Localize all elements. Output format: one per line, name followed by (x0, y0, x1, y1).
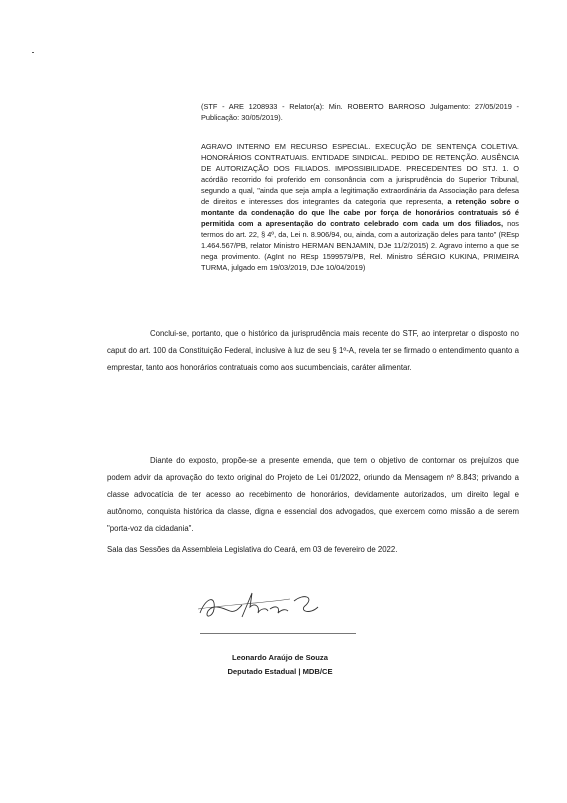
handwritten-signature (194, 587, 324, 625)
ementa-text-part1: AGRAVO INTERNO EM RECURSO ESPECIAL. EXECUÇÃO DE SENTENÇA COLETIVA. HONORÁRIOS CONTRATUAIS. ENTIDADE SINDICAL. PEDIDO DE RETENÇÃO. AUSÊNCIA DE AUTORIZAÇÃO DOS FILIADOS. IMPOSSIBILIDADE. PRECEDENTES DO STJ. 1. O acórdão recorrido foi proferido em consonância com a jurisprudência do Superior Tribunal, segundo a qual, "ainda que seja ampla a legitimação extraordinária da Associação para defesa de direitos e interesses dos integrantes da categoria que representa, (201, 142, 519, 206)
scan-speck (32, 52, 34, 53)
signature-line (200, 633, 356, 634)
signer-block (200, 651, 360, 679)
proposal-paragraph: Diante do exposto, propõe-se a presente emenda, que tem o objetivo de contornar os prejuízos que podem advir da aprovação do texto original do Projeto de Lei 01/2022, oriundo da Mensagem nº 8.843; privando a classe advocatícia de ter acesso ao recebimento de honorários, devidamente autorizados, um direito legal e autônomo, conquista histórica da classe, digna e essencial dos advogados, que exercem como missão a de serem "porta-voz da cidadania". (107, 456, 519, 533)
ementa-text-bold: a retenção sobre o montante da condenação do que lhe cabe por força de honorários contratuais só é permitida com a apresentação do contrato celebrado com cada um dos filiados, (201, 197, 519, 228)
closing-line: Sala das Sessões da Assembleia Legislativa do Ceará, em 03 de fevereiro de 2022. (107, 545, 398, 554)
jurisprudence-citation: (STF - ARE 1208933 - Relator(a): Min. ROBERTO BARROSO Julgamento: 27/05/2019 - Publicação: 30/05/2019). (201, 102, 519, 122)
signer-name: Leonardo Araújo de Souza (232, 653, 328, 662)
signer-role: Deputado Estadual | MDB/CE (227, 667, 333, 676)
jurisprudence-ementa (201, 141, 519, 273)
ementa-text-part2: nos termos do art. 22, § 4º, da, Lei n. 8.906/94, ou, ainda, com a autorização deles para tanto" (REsp 1.464.567/PB, relator Ministro HERMAN BENJAMIN, DJe 11/2/2015) 2. Agravo interno a que se nega provimento. (AgInt no REsp 1599579/PB, Rel. Ministro SÉRGIO KUKINA, PRIMEIRA TURMA, julgado em 19/03/2019, DJe 10/04/2019) (201, 219, 519, 272)
conclusion-paragraph: Conclui-se, portanto, que o histórico da jurisprudência mais recente do STF, ao interpretar o disposto no caput do art. 100 da Constituição Federal, inclusive à luz de seu § 1º-A, revela ter se firmado o entendimento quanto a emprestar, tanto aos honorários contratuais como aos sucumbenciais, caráter alimentar. (107, 329, 519, 372)
